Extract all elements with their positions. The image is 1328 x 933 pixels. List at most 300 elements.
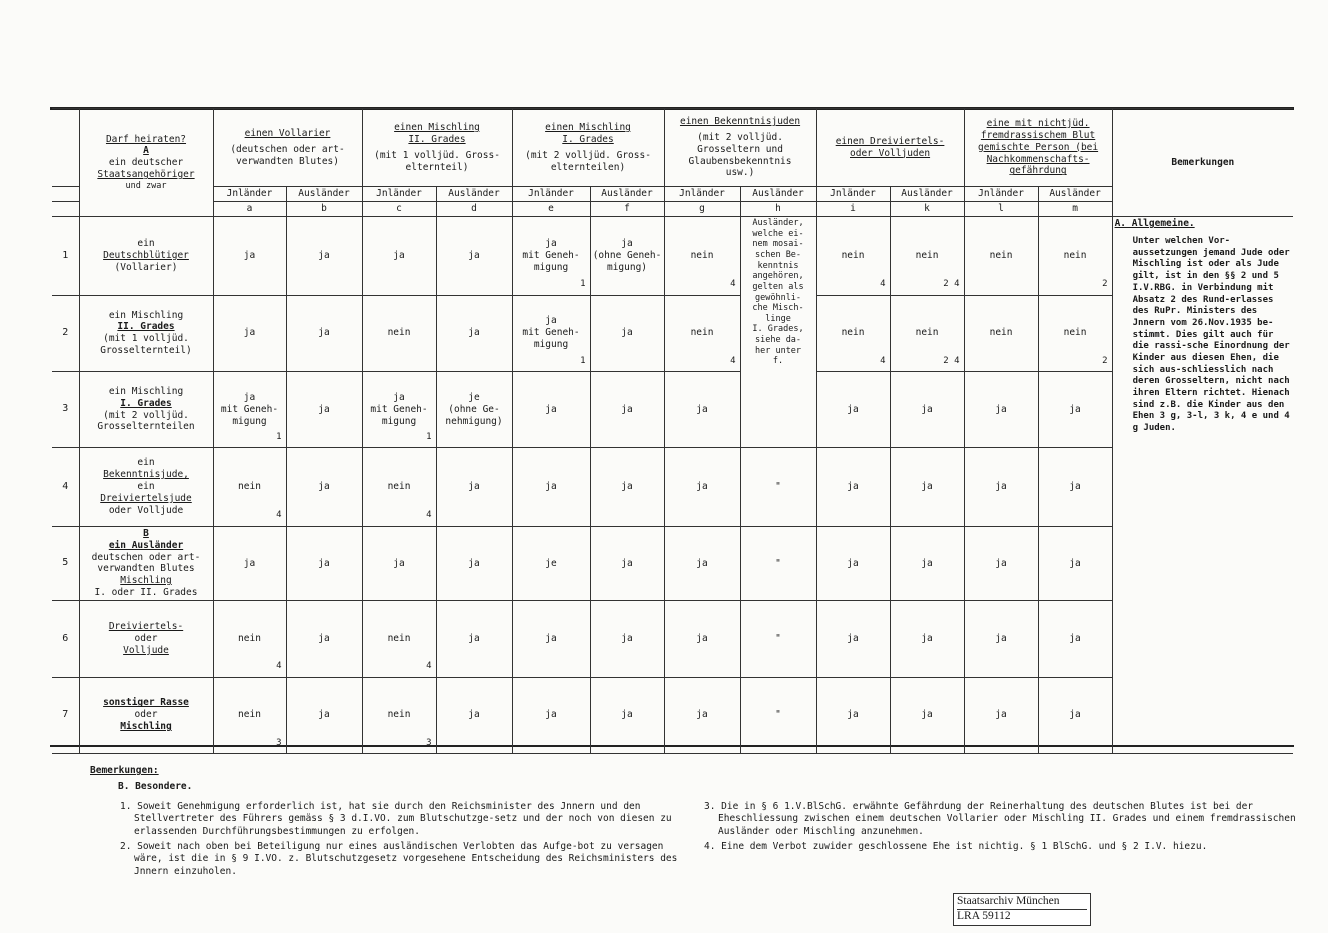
cell-text-line: mit Geneh- — [370, 403, 428, 415]
table-cell — [436, 217, 512, 295]
cell-text-line: ja — [468, 632, 480, 644]
cell-text-line: ja — [696, 403, 708, 415]
row-label-line: (mit 2 volljüd. — [103, 409, 189, 421]
table-cell — [740, 677, 816, 753]
cell-text-line: nein — [915, 249, 939, 261]
cell-text-line: ja — [468, 327, 480, 339]
cell-text — [593, 238, 662, 274]
cell-text — [515, 404, 588, 416]
table-cell — [1038, 601, 1112, 677]
row-label-line: B — [143, 527, 149, 539]
cell-text-line: ja — [621, 632, 633, 644]
table-cell — [286, 371, 362, 447]
table-cell — [816, 526, 890, 601]
table-cell — [512, 295, 590, 371]
cell-text-line: ja — [545, 238, 557, 250]
header-group-title — [667, 116, 814, 128]
row-label-line: ein — [137, 238, 155, 250]
header-group-desc-line: (mit 2 volljüd. — [697, 131, 783, 143]
header-sub-7: Ausländer — [740, 187, 816, 202]
cell-text — [819, 709, 888, 721]
cell-text-line: nein — [841, 327, 865, 339]
table-cell — [740, 217, 816, 448]
cell-text — [216, 558, 284, 570]
footnote-ref: 4 — [730, 355, 736, 366]
cell-text-line: ja — [995, 557, 1007, 569]
row-label-line: ein Ausländer — [108, 539, 184, 551]
cell-text-line: ja — [621, 403, 633, 415]
header-group-title — [515, 122, 662, 146]
cell-line: welche ei- — [752, 228, 804, 239]
header-group-title-line: einen Dreiviertels- — [835, 135, 945, 147]
header-letter-11: m — [1038, 202, 1112, 217]
header-letter-6: g — [664, 202, 740, 217]
header-corner — [52, 202, 79, 217]
table-cell — [512, 217, 590, 295]
table-cell — [890, 601, 964, 677]
cell-text-line: migung — [533, 261, 569, 273]
table-cell — [436, 295, 512, 371]
header-group-1 — [362, 109, 512, 187]
table-cell — [213, 295, 286, 371]
cell-line: schen Be- — [754, 250, 802, 261]
header-group-title-line: einen Bekenntnisjuden — [679, 115, 801, 127]
header-group-desc-line: (deutschen oder art- — [230, 143, 345, 155]
header-corner — [52, 109, 79, 187]
row-label-line: Deutschblütiger — [103, 249, 189, 261]
header-question-line: ein deutscher — [108, 157, 184, 169]
footnote-ref: 4 — [880, 355, 886, 366]
cell-text-line: ja — [393, 249, 405, 261]
table-row — [52, 295, 1293, 371]
table-cell — [286, 295, 362, 371]
table-cell — [362, 217, 436, 295]
header-question — [79, 109, 213, 217]
cell-text — [819, 327, 888, 339]
cell-text-line: ja — [1069, 709, 1081, 721]
table-cell — [664, 295, 740, 371]
cell-text — [289, 481, 360, 493]
cell-text-line: ja — [921, 632, 933, 644]
cell-line: gewöhnli- — [754, 292, 802, 303]
cell-text — [967, 709, 1036, 721]
cell-text — [893, 633, 962, 645]
table-cell — [436, 448, 512, 526]
cell-text-line: (ohne Ge- — [448, 403, 500, 415]
table-cell — [590, 601, 664, 677]
table-cell — [816, 295, 890, 371]
row-number: 6 — [52, 601, 79, 677]
row-label-line: sonstiger Rasse — [103, 697, 189, 709]
table-row — [52, 448, 1293, 526]
header-group-5 — [964, 109, 1112, 187]
header-group-2 — [512, 109, 664, 187]
table-cell — [816, 217, 890, 295]
cell-text — [893, 250, 962, 262]
row-label — [79, 371, 213, 447]
footnote-ref: 4 — [730, 279, 736, 290]
header-sub-10: Jnländer — [964, 187, 1038, 202]
cell-text — [743, 481, 814, 493]
header-letter-5: f — [590, 202, 664, 217]
table-cell — [964, 677, 1038, 753]
table-cell — [664, 677, 740, 753]
cell-text-line: ja — [621, 709, 633, 721]
cell-text — [216, 481, 284, 493]
footnote-ref: 4 — [426, 661, 432, 672]
table-cell — [286, 677, 362, 753]
cell-text — [515, 633, 588, 645]
cell-text — [819, 404, 888, 416]
footnote-ref: 1 — [276, 432, 282, 443]
cell-text-line: ja — [696, 481, 708, 493]
cell-text-line: nein — [387, 327, 411, 339]
cell-text — [667, 404, 738, 416]
row-label — [79, 677, 213, 753]
cell-text-line: ja — [545, 315, 557, 327]
header-group-title-line: einen Mischling — [545, 121, 631, 133]
row-label-line: Grosselternteilen — [97, 421, 195, 433]
table-cell — [512, 448, 590, 526]
cell-text — [593, 404, 662, 416]
table-cell — [286, 601, 362, 677]
header-group-desc — [667, 132, 814, 180]
table-cell — [1038, 448, 1112, 526]
header-bemerkungen — [1112, 109, 1293, 217]
cell-text-line: ja — [621, 481, 633, 493]
row-label-line: ein Mischling — [108, 309, 184, 321]
cell-text — [515, 558, 588, 570]
cell-line: siehe da- — [754, 335, 802, 346]
cell-text-line: ja — [318, 481, 330, 493]
cell-text — [289, 404, 360, 416]
cell-text-line: " — [775, 632, 781, 644]
archive-stamp — [953, 893, 1091, 926]
footnote-ref: 2 — [1102, 355, 1108, 366]
cell-text — [743, 218, 814, 367]
header-sub-4: Jnländer — [512, 187, 590, 202]
cell-text-line: ja — [995, 403, 1007, 415]
header-group-title — [967, 118, 1110, 177]
table-cell — [436, 526, 512, 601]
cell-text — [439, 327, 510, 339]
cell-text-line: nein — [387, 632, 411, 644]
table-cell — [664, 601, 740, 677]
row-label-line: (mit 1 volljüd. — [103, 333, 189, 345]
cell-text — [515, 315, 588, 351]
table-row — [52, 217, 1293, 295]
cell-text-line: ja — [468, 481, 480, 493]
cell-line: gelten als — [752, 281, 804, 292]
table-cell — [590, 295, 664, 371]
table-cell — [890, 371, 964, 447]
header-letter-4: e — [512, 202, 590, 217]
cell-text — [439, 392, 510, 428]
table-cell — [436, 371, 512, 447]
header-sub-1: Ausländer — [286, 187, 362, 202]
row-number: 5 — [52, 526, 79, 601]
footnote-ref: 2 4 — [943, 279, 960, 290]
header-sub-8: Jnländer — [816, 187, 890, 202]
cell-text — [365, 250, 434, 262]
footnote-ref: 4 — [276, 661, 282, 672]
cell-text-line: ja — [921, 403, 933, 415]
cell-text-line: ja — [393, 391, 405, 403]
table-cell — [1038, 217, 1112, 295]
row-number: 4 — [52, 448, 79, 526]
row-label-line: I. oder II. Grades — [94, 587, 198, 599]
header-letter-8: i — [816, 202, 890, 217]
table-cell — [816, 677, 890, 753]
footnote-ref: 2 4 — [943, 355, 960, 366]
cell-text-line: ja — [318, 709, 330, 721]
cell-text — [819, 250, 888, 262]
footnote-ref: 3 — [276, 737, 282, 748]
table-cell — [362, 448, 436, 526]
cell-text-line: ja — [696, 557, 708, 569]
cell-text-line: ja — [318, 632, 330, 644]
table-cell — [816, 448, 890, 526]
side-note-text: Unter welchen Vor-aussetzungen jemand Jude oder Mischling ist oder als Jude gilt, ist in den §§ 2 und 5 I.V.RBG. in Verbindung mit Absatz 2 des Rund-erlasses des RuPr. Ministers des Jnnern vom 26.Nov.1935 be-stimmt. Dies gilt auch für die rassi-sche Einordnung der Kinder aus diesen Ehen, die sich aus-schliesslich nach deren Grosseltern, nicht nach ihren Eltern richtet. Hienach sind z.B. die Kinder aus den Ehen 3 g, 3-l, 3 k, 4 e und 4 g Juden. — [1132, 236, 1290, 434]
row-label-line: (Vollarier) — [114, 261, 178, 273]
header-question-line: Darf heiraten? — [105, 133, 187, 145]
table-cell — [436, 601, 512, 677]
cell-text-line: ja — [468, 709, 480, 721]
cell-text-line: migung) — [606, 261, 648, 273]
cell-text — [1041, 709, 1110, 721]
cell-text-line: ja — [995, 632, 1007, 644]
table-cell — [512, 526, 590, 601]
row-label-line: ein — [137, 481, 155, 493]
note-4: 4. Eine dem Verbot zuwider geschlossene Ehe ist nichtig. § 1 BlSchG. und § 2 I.V. hiezu. — [704, 841, 1208, 853]
cell-text — [667, 633, 738, 645]
header-letter-9: k — [890, 202, 964, 217]
header-question-line: und zwar — [125, 181, 167, 192]
cell-text — [967, 558, 1036, 570]
cell-text — [593, 709, 662, 721]
table-cell — [816, 371, 890, 447]
cell-text — [967, 633, 1036, 645]
cell-text-line: ja — [243, 249, 256, 261]
row-label-line: deutschen oder art- — [91, 551, 201, 563]
cell-text-line: nein — [238, 481, 261, 493]
table-cell — [1038, 371, 1112, 447]
table-cell — [590, 217, 664, 295]
cell-text — [365, 392, 434, 428]
table-cell — [816, 601, 890, 677]
cell-text-line: nein — [989, 249, 1013, 261]
remarks-section — [90, 765, 1300, 877]
row-label — [79, 217, 213, 295]
table-cell — [740, 526, 816, 601]
cell-text — [365, 481, 434, 493]
header-group-4 — [816, 109, 964, 187]
cell-text — [515, 709, 588, 721]
cell-text-line: mit Geneh- — [522, 327, 580, 339]
table-cell — [664, 217, 740, 295]
cell-text-line: ja — [243, 391, 256, 403]
footnote-ref: 4 — [880, 279, 886, 290]
table-cell — [890, 677, 964, 753]
cell-text — [439, 481, 510, 493]
cell-text-line: ja — [921, 709, 933, 721]
stamp-signature: LRA 59112 — [957, 909, 1011, 922]
cell-text-line: ja — [696, 709, 708, 721]
table-row — [52, 677, 1293, 753]
cell-text — [1041, 327, 1110, 339]
table-cell — [1038, 526, 1112, 601]
cell-text-line: nein — [387, 481, 411, 493]
cell-text-line: ja — [847, 632, 859, 644]
cell-text — [216, 633, 284, 645]
cell-line: angehören, — [752, 271, 804, 282]
table-row — [52, 371, 1293, 447]
table-cell — [964, 295, 1038, 371]
notes-right — [704, 801, 1304, 856]
row-label-line: oder — [134, 709, 158, 721]
cell-text-line: migung — [381, 415, 417, 427]
cell-text-line: mit Geneh- — [220, 403, 279, 415]
cell-text — [893, 709, 962, 721]
row-label — [79, 526, 213, 601]
table-cell — [286, 217, 362, 295]
cell-text-line: ja — [243, 557, 256, 569]
table-cell — [964, 217, 1038, 295]
header-letter-1: b — [286, 202, 362, 217]
header-sub-9: Ausländer — [890, 187, 964, 202]
cell-text — [593, 327, 662, 339]
note-1: 1. Soweit Genehmigung erforderlich ist, hat sie durch den Reichsminister des Jnnern und den Stellvertreter des Führers gemäss § 3 d.I.VO. zum Blutschutzge-setz und der noch von diesen zu erlassenden Durchführungsbestimmungen zu erfolgen. — [120, 801, 672, 837]
cell-text — [893, 327, 962, 339]
table-cell — [213, 448, 286, 526]
cell-text-line: ja — [393, 557, 405, 569]
cell-text — [216, 709, 284, 721]
cell-text-line: " — [775, 557, 781, 569]
cell-text-line: nein — [841, 249, 865, 261]
table-cell — [890, 295, 964, 371]
cell-text — [515, 238, 588, 274]
header-group-desc-line: (mit 1 volljüd. Gross- — [374, 149, 500, 161]
cell-text — [593, 633, 662, 645]
cell-text-line: nehmigung) — [445, 415, 503, 427]
cell-text — [967, 327, 1036, 339]
table-cell — [362, 526, 436, 601]
row-label-line: Mischling — [120, 721, 172, 733]
header-group-title-line: oder Volljuden — [850, 147, 931, 159]
side-note — [1112, 217, 1293, 754]
cell-text-line: ja — [318, 557, 330, 569]
table-cell — [1038, 677, 1112, 753]
cell-text-line: ja — [545, 709, 557, 721]
header-letter-3: d — [436, 202, 512, 217]
note-3: 3. Die in § 6 1.V.BlSchG. erwähnte Gefährdung der Reinerhaltung des deutschen Blutes ist bei der Eheschliessung zwischen einem deutschen Vollarier oder Mischling II. Grades und einem fremdrassischen Ausländer oder Mischling anzunehmen. — [704, 801, 1296, 837]
table-cell — [964, 371, 1038, 447]
cell-line: f. — [772, 356, 784, 367]
cell-text-line: ja — [621, 557, 633, 569]
cell-text-line: ja — [318, 403, 330, 415]
header-group-title-line: einen Mischling — [394, 121, 480, 133]
marriage-table — [52, 108, 1293, 754]
row-label-line: Mischling — [120, 575, 172, 587]
note-2: 2. Soweit nach oben bei Beteiligung nur eines ausländischen Verlobten das Aufge-bot zu versagen wäre, ist die in § 9 I.VO. z. Blutschutzgesetz vorgesehene Entscheidung des Reichsministers des Jnnern einzuholen. — [120, 841, 678, 877]
header-letter-2: c — [362, 202, 436, 217]
header-sub-2: Jnländer — [362, 187, 436, 202]
cell-text-line: (ohne Geneh- — [592, 249, 662, 261]
cell-text — [1041, 481, 1110, 493]
header-group-title-line: eine mit nichtjüd. — [986, 117, 1090, 129]
cell-text — [967, 404, 1036, 416]
cell-text-line: ja — [921, 557, 933, 569]
cell-text-line: ja — [318, 249, 330, 261]
side-note-title: A. Allgemeine. — [1114, 218, 1195, 230]
header-group-title — [216, 128, 360, 140]
cell-text-line: ja — [468, 557, 480, 569]
header-letter-0: a — [213, 202, 286, 217]
cell-text — [893, 404, 962, 416]
header-sub-3: Ausländer — [436, 187, 512, 202]
cell-text-line: nein — [238, 709, 261, 721]
cell-text — [289, 709, 360, 721]
header-group-0 — [213, 109, 362, 187]
footnote-ref: 2 — [1102, 279, 1108, 290]
header-group-title — [819, 136, 962, 160]
table-cell — [740, 448, 816, 526]
cell-line: linge — [765, 313, 791, 324]
header-group-desc-line: Grosseltern und — [697, 143, 783, 155]
cell-text-line: ja — [621, 238, 633, 250]
table-cell — [213, 371, 286, 447]
cell-text — [743, 709, 814, 721]
cell-text — [365, 709, 434, 721]
cell-text — [216, 392, 284, 428]
cell-text-line: ja — [847, 557, 859, 569]
remarks-section-title: B. Besondere. — [118, 781, 193, 793]
row-number: 2 — [52, 295, 79, 371]
cell-text-line: ja — [696, 632, 708, 644]
header-group-title-line: einen Vollarier — [244, 127, 331, 139]
cell-text-line: ja — [468, 249, 480, 261]
cell-text-line: nein — [1063, 327, 1087, 339]
header-sub-11: Ausländer — [1038, 187, 1112, 202]
cell-text — [593, 558, 662, 570]
footnote-ref: 1 — [580, 355, 586, 366]
cell-text — [667, 709, 738, 721]
cell-text-line: ja — [1069, 632, 1081, 644]
table-cell — [1038, 295, 1112, 371]
header-group-desc-line: usw.) — [725, 167, 755, 179]
header-sub-6: Jnländer — [664, 187, 740, 202]
table-cell — [590, 526, 664, 601]
cell-line: her unter — [754, 345, 802, 356]
header-group-desc — [365, 150, 510, 174]
row-label-line: Bekenntnisjude, — [103, 469, 189, 481]
table-cell — [213, 601, 286, 677]
cell-text-line: nein — [915, 327, 939, 339]
header-corner — [52, 187, 79, 202]
cell-text — [439, 250, 510, 262]
cell-text — [515, 481, 588, 493]
cell-text-line: je — [545, 557, 557, 569]
footnote-ref: 3 — [426, 737, 432, 748]
cell-line: Ausländer, — [752, 218, 804, 229]
row-label-line: Dreiviertelsjude — [100, 492, 192, 504]
row-number: 7 — [52, 677, 79, 753]
cell-text — [365, 327, 434, 339]
row-label — [79, 295, 213, 371]
header-sub-0: Jnländer — [213, 187, 286, 202]
header-letter-10: l — [964, 202, 1038, 217]
row-label-line: ein — [137, 457, 155, 469]
